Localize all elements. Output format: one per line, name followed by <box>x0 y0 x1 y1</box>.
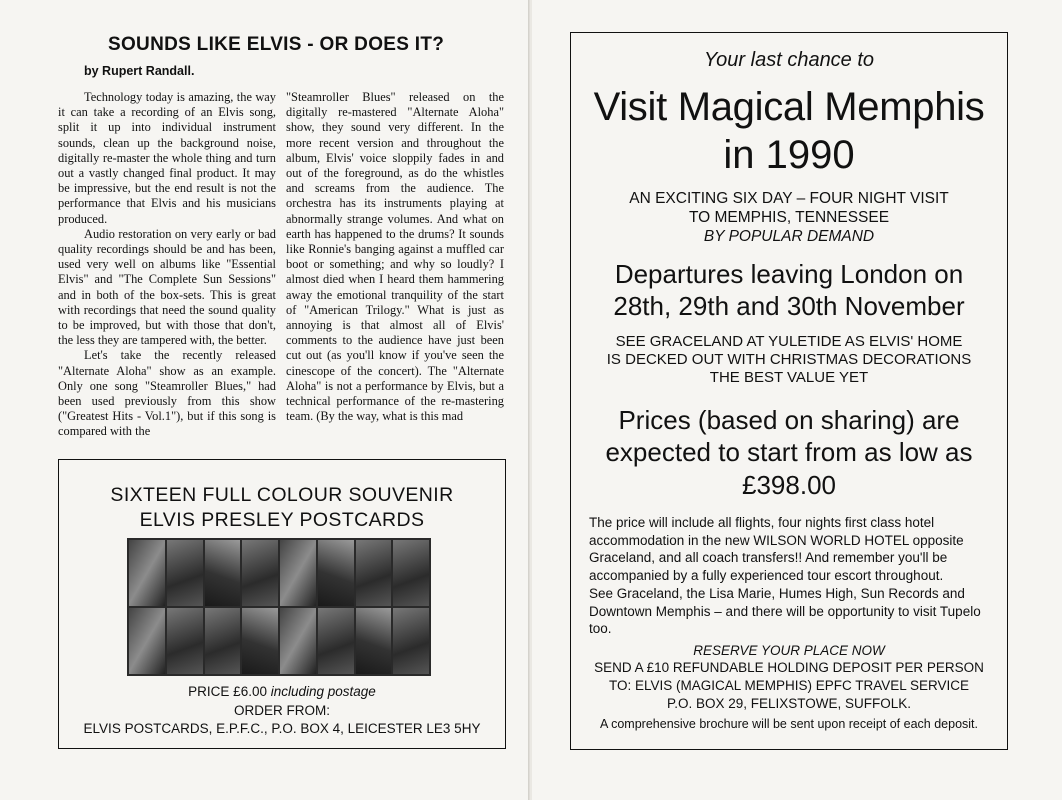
ad-deposit-line: P.O. BOX 29, FELIXSTOWE, SUFFOLK. <box>666 696 912 711</box>
ad-price-line: expected to start from as low as <box>605 437 973 467</box>
ad-deposit-line: SEND A £10 REFUNDABLE HOLDING DEPOSIT PER PERSON <box>594 660 984 675</box>
article-column-2 <box>286 90 504 424</box>
ad-subtitle: AN EXCITING SIX DAY – FOUR NIGHT VISIT <box>629 190 949 207</box>
article-paragraph: Audio restoration on very early or bad quality recordings should be and has been, used very well on albums like "Essential Elvis" and "The Complete Sun Sessions" and in both of the box-sets. This is great with recordings that need the sound quality to be improved, but with those that don't, the less they are tampered with, the better. <box>58 226 276 348</box>
article-author: by Rupert Randall. <box>84 64 195 78</box>
ad-price-amount: £398.00 <box>742 470 836 500</box>
postcards-address: ELVIS POSTCARDS, E.P.F.C., P.O. BOX 4, LEICESTER LE3 5HY <box>83 721 481 736</box>
ad-lead: Your last chance to <box>703 49 875 71</box>
ad-subtitle: BY POPULAR DEMAND <box>703 228 875 245</box>
memphis-advert <box>570 32 1008 750</box>
ad-headline: Visit Magical Memphis <box>593 85 985 129</box>
left-page <box>0 0 530 800</box>
postcards-price: PRICE £6.00 including postage <box>188 684 376 699</box>
postcards-photo-collage <box>127 538 431 676</box>
ad-subtitle: TO MEMPHIS, TENNESSEE <box>688 209 890 226</box>
article-paragraph: Let's take the recently released "Alternate Aloha" show as an example. Only one song "Steamroller Blues," had been used previously from this show ("Greatest Hits - Vol.1"), but if this song is compared with the <box>58 348 276 439</box>
article-paragraph: Technology today is amazing, the way it can take a recording of an Elvis song, split it up into individual instrument sounds, clean up the background noise, digitally re-master the whole thing and turn out a vastly changed final product. It may be impressive, but the end result is not the performance that Elvis and his musicians produced. <box>58 90 276 226</box>
article-paragraph: "Steamroller Blues" released on the digitally re-mastered "Alternate Aloha" show, they sound very different. In the more recent version and throughout the album, Elvis' voice sloppily fades in and out of the foreground, as do the whistles and screams from the audience. The orchestra has its instruments playing at abnormally strange volumes. And what on earth has happened to the drums? It sounds like Ronnie's banging against a muffled car boot or something; and why so loudly? I almost died when I heard them hammering away the emotional tranquility of the start of "American Trilogy." What is just as annoying is that almost all of Elvis' comments to the audience have just been cut out (as you'll know if you've seen the cinescope of the concert). The "Alternate Aloha" is not a performance by Elvis, but a technical performance of the re-mastering team. (By the way, what is this mad <box>286 90 504 424</box>
article-column-1 <box>58 90 276 440</box>
ad-graceland-line: SEE GRACELAND AT YULETIDE AS ELVIS' HOME <box>615 333 963 350</box>
ad-paragraph: The price will include all flights, four nights first class hotel accommodation in the new WILSON WORLD HOTEL opposite Graceland, and all coach transfers!! And remember you'll be accompanied by a fully experienced tour escort throughout. <box>589 515 964 583</box>
postcards-order-label: ORDER FROM: <box>234 703 330 718</box>
ad-price-line: Prices (based on sharing) are <box>618 405 960 435</box>
ad-paragraph: See Graceland, the Lisa Marie, Humes High, Sun Records and Downtown Memphis – and there will be opportunity to visit Tupelo too. <box>589 586 981 636</box>
ad-footer: A comprehensive brochure will be sent upon receipt of each deposit. <box>599 717 978 731</box>
ad-deposit-line: TO: ELVIS (MAGICAL MEMPHIS) EPFC TRAVEL SERVICE <box>608 678 970 693</box>
ad-departures: Departures leaving London on <box>614 259 964 289</box>
ad-departure-dates: 28th, 29th and 30th November <box>613 291 965 321</box>
ad-graceland-line: IS DECKED OUT WITH CHRISTMAS DECORATIONS <box>606 351 972 368</box>
postcards-advert <box>58 459 506 749</box>
ad-graceland-line: THE BEST VALUE YET <box>709 369 869 386</box>
ad-headline-year: in 1990 <box>723 133 855 177</box>
postcards-subheading: ELVIS PRESLEY POSTCARDS <box>139 509 425 531</box>
ad-reserve: RESERVE YOUR PLACE NOW <box>693 643 885 658</box>
postcards-heading: SIXTEEN FULL COLOUR SOUVENIR <box>110 484 454 506</box>
article-title: SOUNDS LIKE ELVIS - OR DOES IT? <box>108 34 445 55</box>
